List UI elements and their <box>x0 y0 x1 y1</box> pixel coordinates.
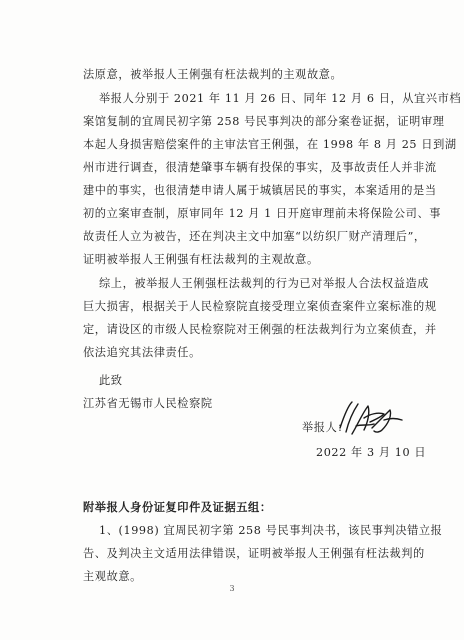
attachment-line-3: 主观故意。 <box>83 570 142 583</box>
text-line-10: 综上，被举报人王俐强枉法裁判的行为已对举报人合法权益造成 <box>99 277 430 290</box>
text-line-8: 故责任人立为被告，还在判决主文中加塞“以纺织厂财产清理后”， <box>83 230 426 243</box>
text-line-13: 依法追究其法律责任。 <box>83 346 201 359</box>
text-line-12: 定，请设区的市级人民检察院对王俐强的枉法裁判行为立案侦查，并 <box>83 323 437 336</box>
text-line-4: 本起人身损害赔偿案件的主审法官王俐强，在 1998 年 8 月 25 日到湖 <box>83 138 457 151</box>
attachment-heading: 附举报人身份证复印件及证据五组： <box>83 500 272 514</box>
text-line-5: 州市进行调查，很清楚肇事车辆有投保的事实，及事故责任人并非流 <box>83 161 437 174</box>
text-line-9: 证明被举报人王俐强有枉法裁判的主观故意。 <box>83 253 319 266</box>
attachment-line-2: 告、及判决主文适用法律错误，证明被举报人王俐强有枉法裁判的 <box>83 547 425 560</box>
handwritten-signature <box>318 398 418 438</box>
page-number: 3 <box>229 584 235 593</box>
text-line-2: 举报人分别于 2021 年 11 月 26 日、同年 12 月 6 日，从宜兴市档 <box>99 92 462 105</box>
reporter-label: 举报人： <box>302 421 350 434</box>
text-line-6: 建中的事实，也很清楚申请人属于城镇居民的事实，本案适用的是当 <box>83 184 437 197</box>
date-line: 2022 年 3 月 10 日 <box>316 446 427 459</box>
signature-icon <box>318 398 418 438</box>
salutation: 此致 <box>99 374 123 387</box>
text-line-11: 巨大损害，根据关于人民检察院直接受理立案侦查案件立案标准的规 <box>83 300 437 313</box>
recipient: 江苏省无锡市人民检察院 <box>83 397 213 410</box>
attachment-line-1: 1、(1998) 宜周民初字第 258 号民事判决书，该民事判决错立报 <box>99 524 443 537</box>
text-line-1: 法原意，被举报人王俐强有枉法裁判的主观故意。 <box>83 68 343 81</box>
text-line-3: 案馆复制的宜周民初字第 258 号民事判决的部分案卷证据，证明审理 <box>83 115 445 128</box>
text-line-7: 初的立案审查制，原审同年 12 月 1 日开庭审理前未将保险公司、事 <box>83 207 442 220</box>
